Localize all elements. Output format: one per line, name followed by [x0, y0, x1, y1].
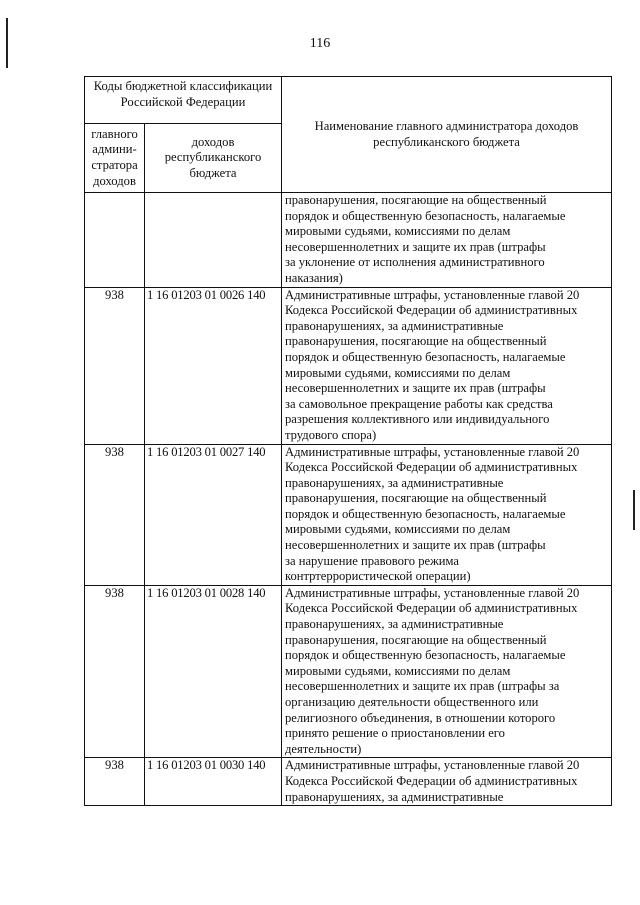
cell-admin-code: 938 — [85, 287, 145, 444]
cell-income-code: 1 16 01203 01 0027 140 — [145, 444, 282, 585]
description-line: порядок и общественную безопасность, налагаемые — [285, 208, 566, 223]
description-line: мировыми судьями, комиссиями по делам — [285, 522, 511, 537]
description-line: Административные штрафы, установленные главой 20 — [285, 585, 580, 600]
table-row — [85, 444, 612, 585]
description-line: несовершеннолетних и защите их прав (штрафы — [285, 381, 546, 396]
cell-description — [282, 758, 612, 806]
description-line: за уклонение от исполнения административного — [285, 255, 545, 270]
cell-income-code: 1 16 01203 01 0030 140 — [145, 758, 282, 806]
description-line: контртеррористической операции) — [285, 569, 471, 584]
header-main-admin: главного админи-стратора доходов — [85, 124, 145, 193]
header-income-code: доходов республиканского бюджета — [145, 124, 282, 193]
header-admin-name: Наименование главного администратора доходов республиканского бюджета — [282, 77, 612, 193]
description-line: несовершеннолетних и защите их прав (штрафы — [285, 239, 546, 254]
description-line: Административные штрафы, установленные главой 20 — [285, 758, 580, 773]
cell-admin-code — [85, 193, 145, 288]
description-line: деятельности) — [285, 741, 362, 756]
cell-income-code: 1 16 01203 01 0028 140 — [145, 585, 282, 758]
description-line: порядок и общественную безопасность, налагаемые — [285, 648, 566, 663]
table-row — [85, 585, 612, 758]
cell-admin-code: 938 — [85, 758, 145, 806]
table-header-row-1 — [85, 77, 612, 124]
table-body — [85, 193, 612, 806]
cell-admin-code: 938 — [85, 444, 145, 585]
scan-edge-mark-right — [633, 490, 635, 530]
cell-description — [282, 585, 612, 758]
description-line: Кодекса Российской Федерации об административных — [285, 460, 578, 475]
description-line: несовершеннолетних и защите их прав (штрафы за — [285, 679, 560, 694]
description-line: трудового спора) — [285, 427, 377, 442]
description-line: мировыми судьями, комиссиями по делам — [285, 365, 511, 380]
cell-description — [282, 193, 612, 288]
description-line: организацию деятельности общественного или — [285, 695, 539, 709]
cell-income-code — [145, 193, 282, 288]
description-line: наказания) — [285, 270, 343, 285]
budget-classification-table — [84, 76, 612, 806]
description-line: принято решение о приостановлении его — [285, 726, 505, 741]
description-line: правонарушениях, за административные — [285, 617, 504, 632]
description-line: правонарушениях, за административные — [285, 318, 504, 333]
page-number: 116 — [309, 36, 331, 51]
description-line: правонарушения, посягающие на общественный — [285, 491, 547, 506]
header-codes-group: Коды бюджетной классификации Российской Федерации — [85, 77, 282, 124]
description-line: мировыми судьями, комиссиями по делам — [285, 663, 511, 678]
description-line: Кодекса Российской Федерации об административных — [285, 303, 578, 318]
description-line: правонарушениях, за административные — [285, 789, 504, 804]
description-line: Административные штрафы, установленные главой 20 — [285, 287, 580, 302]
description-line: за самовольное прекращение работы как средства — [285, 396, 553, 411]
description-line: Кодекса Российской Федерации об административных — [285, 773, 578, 788]
cell-admin-code: 938 — [85, 585, 145, 758]
cell-income-code: 1 16 01203 01 0026 140 — [145, 287, 282, 444]
cell-description — [282, 444, 612, 585]
description-line: Кодекса Российской Федерации об административных — [285, 601, 578, 616]
description-line: правонарушениях, за административные — [285, 475, 504, 490]
table-row — [85, 287, 612, 444]
description-line: религиозного объединения, в отношении которого — [285, 710, 556, 725]
description-line: правонарушения, посягающие на общественный — [285, 193, 547, 207]
table-row — [85, 758, 612, 806]
table-row — [85, 193, 612, 288]
description-line: разрешения коллективного или индивидуального — [285, 412, 550, 427]
description-line: за нарушение правового режима — [285, 553, 460, 568]
description-line: Административные штрафы, установленные главой 20 — [285, 444, 580, 459]
description-line: порядок и общественную безопасность, налагаемые — [285, 349, 566, 364]
description-line: несовершеннолетних и защите их прав (штрафы — [285, 538, 546, 553]
description-line: правонарушения, посягающие на общественный — [285, 334, 547, 349]
description-line: мировыми судьями, комиссиями по делам — [285, 224, 511, 239]
description-line: правонарушения, посягающие на общественный — [285, 632, 547, 647]
cell-description — [282, 287, 612, 444]
description-line: порядок и общественную безопасность, налагаемые — [285, 506, 566, 521]
